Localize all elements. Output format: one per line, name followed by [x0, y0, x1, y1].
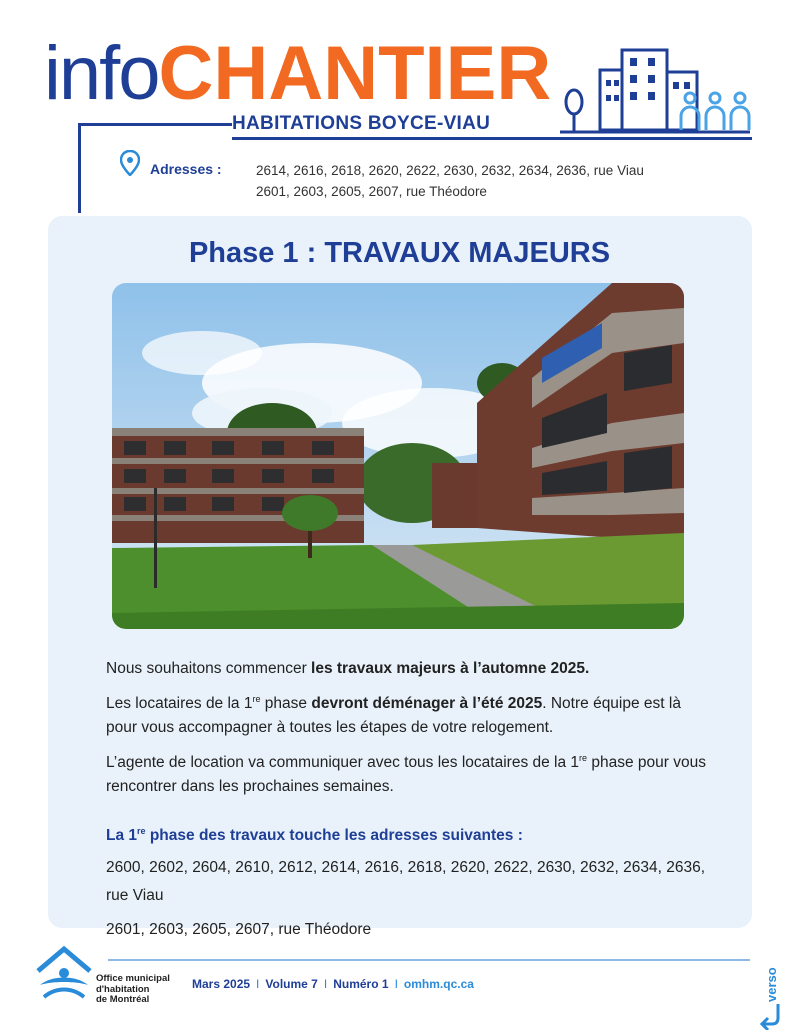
- p2-text-a: Les locataires de la 1: [106, 695, 253, 712]
- issue-volume: Volume 7: [265, 977, 318, 991]
- separator: I: [394, 977, 398, 991]
- footer-rule: [108, 959, 750, 961]
- list-title-a: La 1: [106, 827, 138, 844]
- p3-sup: re: [579, 753, 588, 763]
- list-title-sup: re: [137, 826, 146, 836]
- p3-text-b: phase pour vous rencontrer dans les prochaines semaines.: [106, 754, 706, 795]
- address-list-viau: 2600, 2602, 2604, 2610, 2612, 2614, 2616, 2618, 2620, 2622, 2630, 2632, 2634, 2636, rue Viau: [106, 859, 706, 904]
- org-line-2: d'habitation: [96, 983, 150, 995]
- p3-text-a: L’agente de location va communiquer avec tous les locataires de la 1: [106, 754, 580, 771]
- paragraph-agent: [106, 746, 706, 799]
- list-title-b: phase des travaux touche les adresses suivantes :: [145, 827, 523, 844]
- address-list-theodore: 2601, 2603, 2605, 2607, rue Théodore: [106, 921, 372, 938]
- p1-text: Nous souhaitons commencer: [106, 660, 312, 677]
- building-photo: [112, 283, 684, 629]
- omhm-logo-icon: [34, 945, 94, 1003]
- address-label: Adresses :: [150, 161, 222, 177]
- address-line-theodore: 2601, 2603, 2605, 2607, rue Théodore: [256, 184, 487, 199]
- p2-text-d: . Notre équipe est là pour vous accompagner à toutes les étapes de votre relogement.: [106, 695, 681, 736]
- p2-sup: re: [252, 694, 261, 704]
- masthead-rule: [78, 123, 232, 126]
- organization-name: [96, 974, 170, 1006]
- masthead-chantier: CHANTIER: [158, 31, 552, 116]
- p1-bold: les travaux majeurs à l’automne 2025.: [311, 660, 590, 677]
- masthead-subtitle: HABITATIONS BOYCE-VIAU: [232, 113, 491, 134]
- website-link[interactable]: omhm.qc.ca: [403, 977, 474, 991]
- body-text: [106, 657, 706, 950]
- address-line-viau: 2614, 2616, 2618, 2620, 2622, 2630, 2632, 2634, 2636, rue Viau: [256, 163, 644, 178]
- buildings-people-icon: [560, 40, 755, 140]
- address-block: [120, 150, 644, 202]
- paragraph-start-date: [106, 657, 706, 681]
- paragraph-move-date: [106, 687, 706, 740]
- separator: I: [323, 977, 328, 991]
- location-pin-icon: [120, 150, 140, 176]
- masthead-info: info: [44, 31, 159, 116]
- address-list-title: [106, 819, 706, 848]
- masthead-title: [44, 30, 551, 117]
- issue-date: Mars 2025: [192, 977, 251, 991]
- address-lines: [256, 150, 644, 202]
- masthead-vertical-rule: [78, 123, 81, 213]
- issue-number: Numéro 1: [333, 977, 389, 991]
- separator: I: [256, 977, 260, 991]
- p2-bold: devront déménager à l’été 2025: [311, 695, 543, 712]
- verso-label[interactable]: verso: [764, 967, 779, 1002]
- phase-title: Phase 1 : TRAVAUX MAJEURS: [188, 237, 611, 269]
- org-line-1: Office municipal: [96, 973, 170, 984]
- org-line-3: de Montréal: [96, 994, 150, 1005]
- p2-text-b: phase: [260, 695, 312, 712]
- issue-info: [192, 977, 474, 991]
